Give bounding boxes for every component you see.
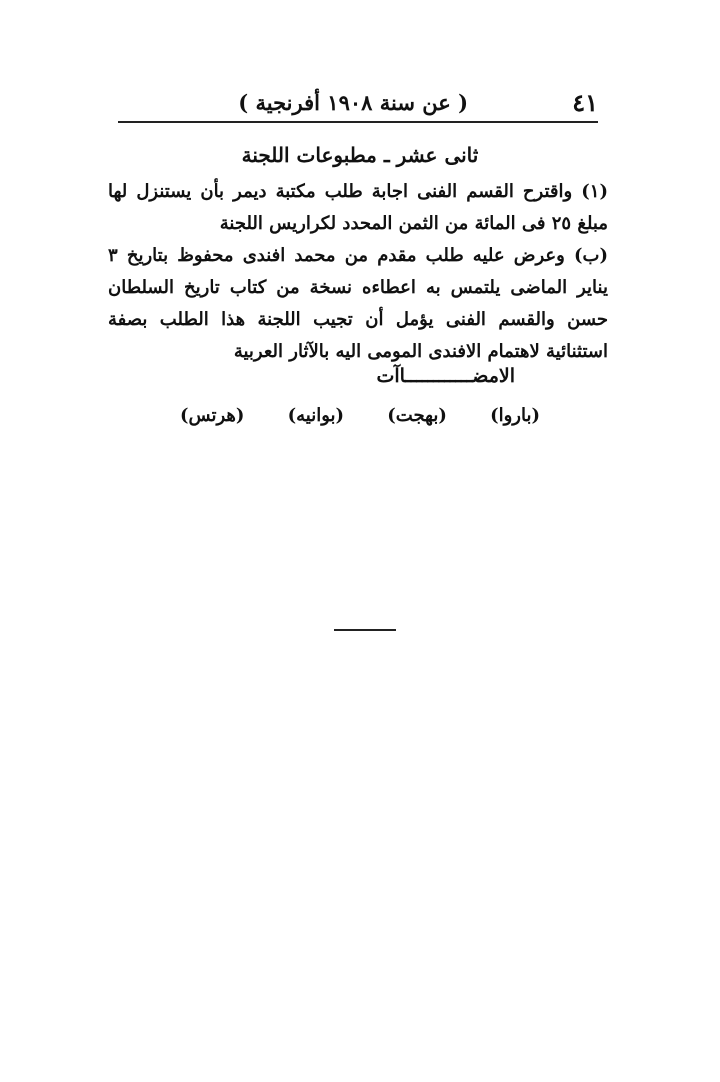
signature-names: [180, 405, 540, 426]
signature-name: (بوانيه): [287, 405, 345, 426]
signature-name: (بهجت): [387, 405, 447, 426]
header-rule: [118, 121, 598, 123]
running-head: ( عن سنة ١٩٠٨ أفرنجية ): [238, 90, 468, 115]
end-rule: [334, 629, 396, 631]
signatures-label: الامضــــــــــــاآت: [376, 365, 515, 387]
signature-name: (هرتس): [180, 405, 245, 426]
signature-name: (باروا): [490, 405, 540, 426]
paragraph-b: (ب) وعرض عليه طلب مقدم من محمد افندى محفوظ بتاريخ ٣ يناير الماضى يلتمس به اعطاءه نسخة من كتاب تاريخ السلطان حسن والقسم الفنى يؤمل أن تجيب اللجنة هذا الطلب بصفة استثنائية لاهتمام الافندى المومى اليه بالآثار العربية: [108, 245, 608, 363]
paragraph-a: (١) واقترح القسم الفنى اجابة طلب مكتبة ديمر بأن يستنزل لها مبلغ ٢٥ فى المائة من الثمن المحدد لكراريس اللجنة: [108, 181, 608, 235]
section-heading: ثانى عشر ـ مطبوعات اللجنة: [241, 143, 479, 167]
page-number: ٤١: [572, 88, 598, 117]
page-header: [118, 86, 598, 120]
